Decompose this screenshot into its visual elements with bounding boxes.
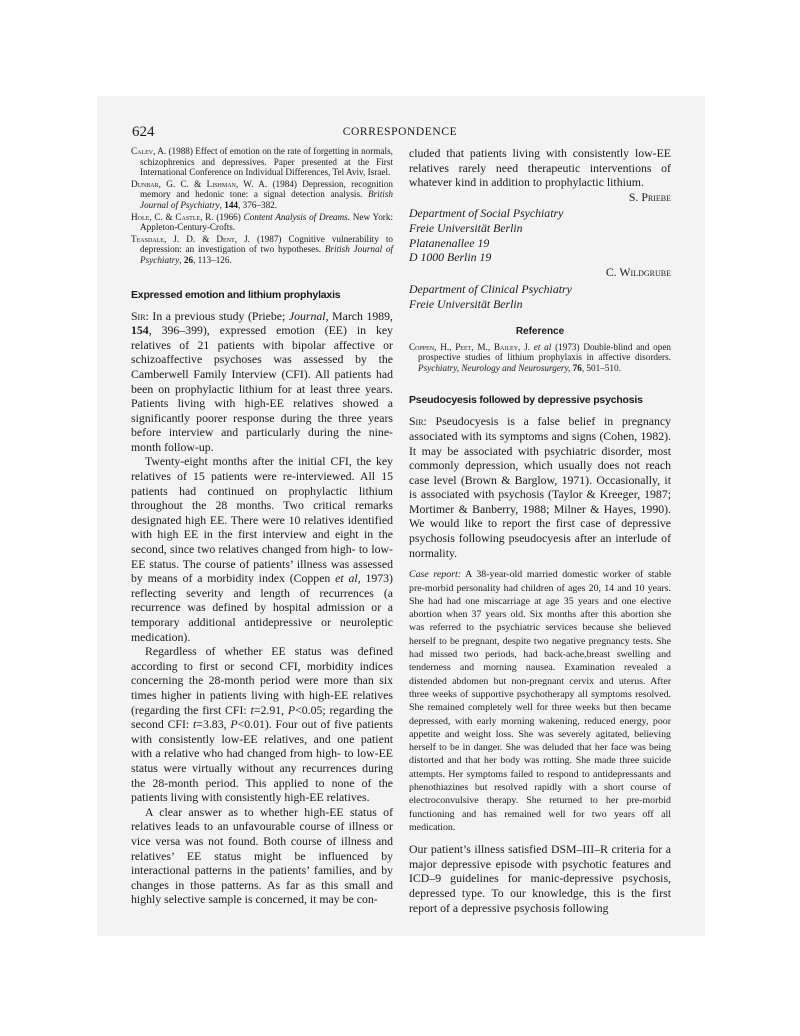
author-affiliation: Department of Clinical Psychiatry Freie Universität Berlin (409, 282, 572, 311)
author-signature: S. Priebe (628, 189, 671, 204)
body-paragraph: cluded that patients living with consistently low-EE relatives rarely need therapeutic interventions of whatever kind in addition to prophylactic lithium. (409, 146, 671, 190)
body-paragraph: Regardless of whether EE status was defined according to first or second CFI, morbidity indices concerning the 28-month period were more than six times higher in patients living with high-EE relatives (regarding the first CFI: t=2.91, P<0.05; regarding the second CFI: t=3.83, P<0.01). Four out of five patients with consistently low-EE relatives, and one patient with a relative who had changed from high- to low-EE status were virtually without any recurrences during the 28-month period. This applied to none of the patients living with consistently high-EE relatives. (131, 644, 393, 805)
reference-heading: Reference (515, 325, 565, 337)
reference-entry: Coppen, H., Peet, M., Bailey, J. et al (1973) Double-blind and open prospective studies of lithium prophylaxis in affective disorders. Psychiatry, Neurology and Neurosurgery, 76, 501–510. (409, 341, 671, 373)
author-signature: C. Wildgrube (605, 264, 671, 279)
reference-list-top (131, 146, 393, 266)
case-report (409, 568, 671, 834)
body-paragraph: Sir: Pseudocyesis is a false belief in pregnancy associated with its symptoms and signs (Cohen, 1982). It may be associated with psychiatric disorder, most commonly depression, which usually does not reach case level (Brown & Barglow, 1971). Occasionally, it is associated with psychosis (Taylor & Kreeger, 1987; Mortimer & Banberry, 1988; Milner & Hayes, 1990). We would like to report the first case of depressive psychosis following pseudocyesis after an interlude of normality. (409, 414, 671, 560)
reference-list-bottom (409, 342, 671, 374)
body-paragraph: A clear answer as to whether high-EE status of relatives leads to an unfavourable course of illness or vice versa was not found. Both course of illness and relatives’ EE status might be influenced by interactional patterns in the patients’ families, and by changes in those patterns. As far as this small and highly selective sample is concerned, it may be con- (131, 804, 393, 907)
reference-entry: Calev, A. (1988) Effect of emotion on the rate of forgetting in normals, schizophrenics and depressives. Paper presented at the First International Conference on Individual Differences, Tel Aviv, Israel. (131, 146, 393, 178)
article-body-pseudocyesis (409, 414, 671, 560)
right-column (409, 146, 671, 915)
reference-entry: Dunbar, G. C. & Lishman, W. A. (1984) Depression, recognition memory and hedonic tone: a signal detection analysis. British Journal of Psychiatry, 144, 376–382. (131, 178, 393, 210)
body-paragraph: Twenty-eight months after the initial CFI, the key relatives of 15 patients were re-interviewed. All 15 patients had continued on prophylactic lithium throughout the 28 months. Two critical remarks designated high EE. There were 10 relatives identified with high EE in the first interview and eight in the second, since two relatives changed from high- to low-EE status. The course of patients’ illness was assessed by means of a morbidity index (Coppen et al, 1973) reflecting severity and length of recurrences (a recurrence was defined by hospital admission or a temporary additional antidepressive or neuroleptic medication). (131, 454, 393, 644)
article-body-lithium (131, 309, 393, 907)
body-paragraph: Sir: In a previous study (Priebe; Journal, March 1989, 154, 396–399), expressed emotion (EE) in key relatives of 21 patients with bipolar affective or schizoaffective psychoses was assessed by the Camberwell Family Interview (CFI). All patients had been on prophylactic lithium for at least three years. Patients living with high-EE relatives showed a significantly poorer response during the three years before interview and particularly during the nine-month follow-up. (131, 308, 394, 454)
article-title-lithium: Expressed emotion and lithium prophylaxis (131, 288, 341, 301)
author-affiliation: Department of Social Psychiatry Freie Universität Berlin Platanenallee 19 D 1000 Berlin 19 (409, 206, 564, 265)
body-paragraph: Our patient’s illness satisfied DSM–III–R criteria for a major depressive episode with psychotic features and ICD–9 guidelines for manic-depressive psychosis, depressed type. To our knowledge, this is the first report of a depressive psychosis following (409, 842, 671, 915)
article-title-pseudocyesis: Pseudocyesis followed by depressive psychosis (409, 394, 643, 407)
page-number: 624 (132, 124, 155, 140)
case-report-paragraph: Case report: A 38-year-old married domestic worker of stable pre-morbid personality had children of ages 20, 14 and 10 years. She had had one miscarriage at age 35 years and one elective abortion when 37 years old. Six months after this abortion she was referred to the psychiatric services because she believed herself to be pregnant, despite two negative pregnancy tests. She had missed two periods, had back-ache,breast swelling and tenderness and morning nausea. Examination revealed a distended abdomen but non-pregnant cervix and uterus. After three weeks of supportive psychotherapy all symptoms resolved. She remained completely well for three weeks but then became depressed, with early morning wakening, reduced energy, poor appetite and weight loss. She was severely agitated, believing herself to be in danger. She was deluded that her face was being distorted and that her body was rotting. She made three suicide attempts. Her symptoms failed to respond to antidepressants and phenothiazines but resolved rapidly with a short course of electroconvulsive therapy. She returned to her pre-morbid functioning and has remained well for two years off all medication. (409, 569, 672, 833)
reference-entry: Teasdale, J. D. & Dent, J. (1987) Cognitive vulnerability to depression: an investigation of two hypotheses. British Journal of Psychiatry, 26, 113–126. (131, 233, 393, 265)
reference-entry: Hole, C. & Castle, R. (1966) Content Analysis of Dreams. New York: Appleton-Century-Crofts. (131, 211, 393, 233)
running-title: CORRESPONDENCE (342, 126, 458, 138)
left-column (131, 146, 393, 907)
